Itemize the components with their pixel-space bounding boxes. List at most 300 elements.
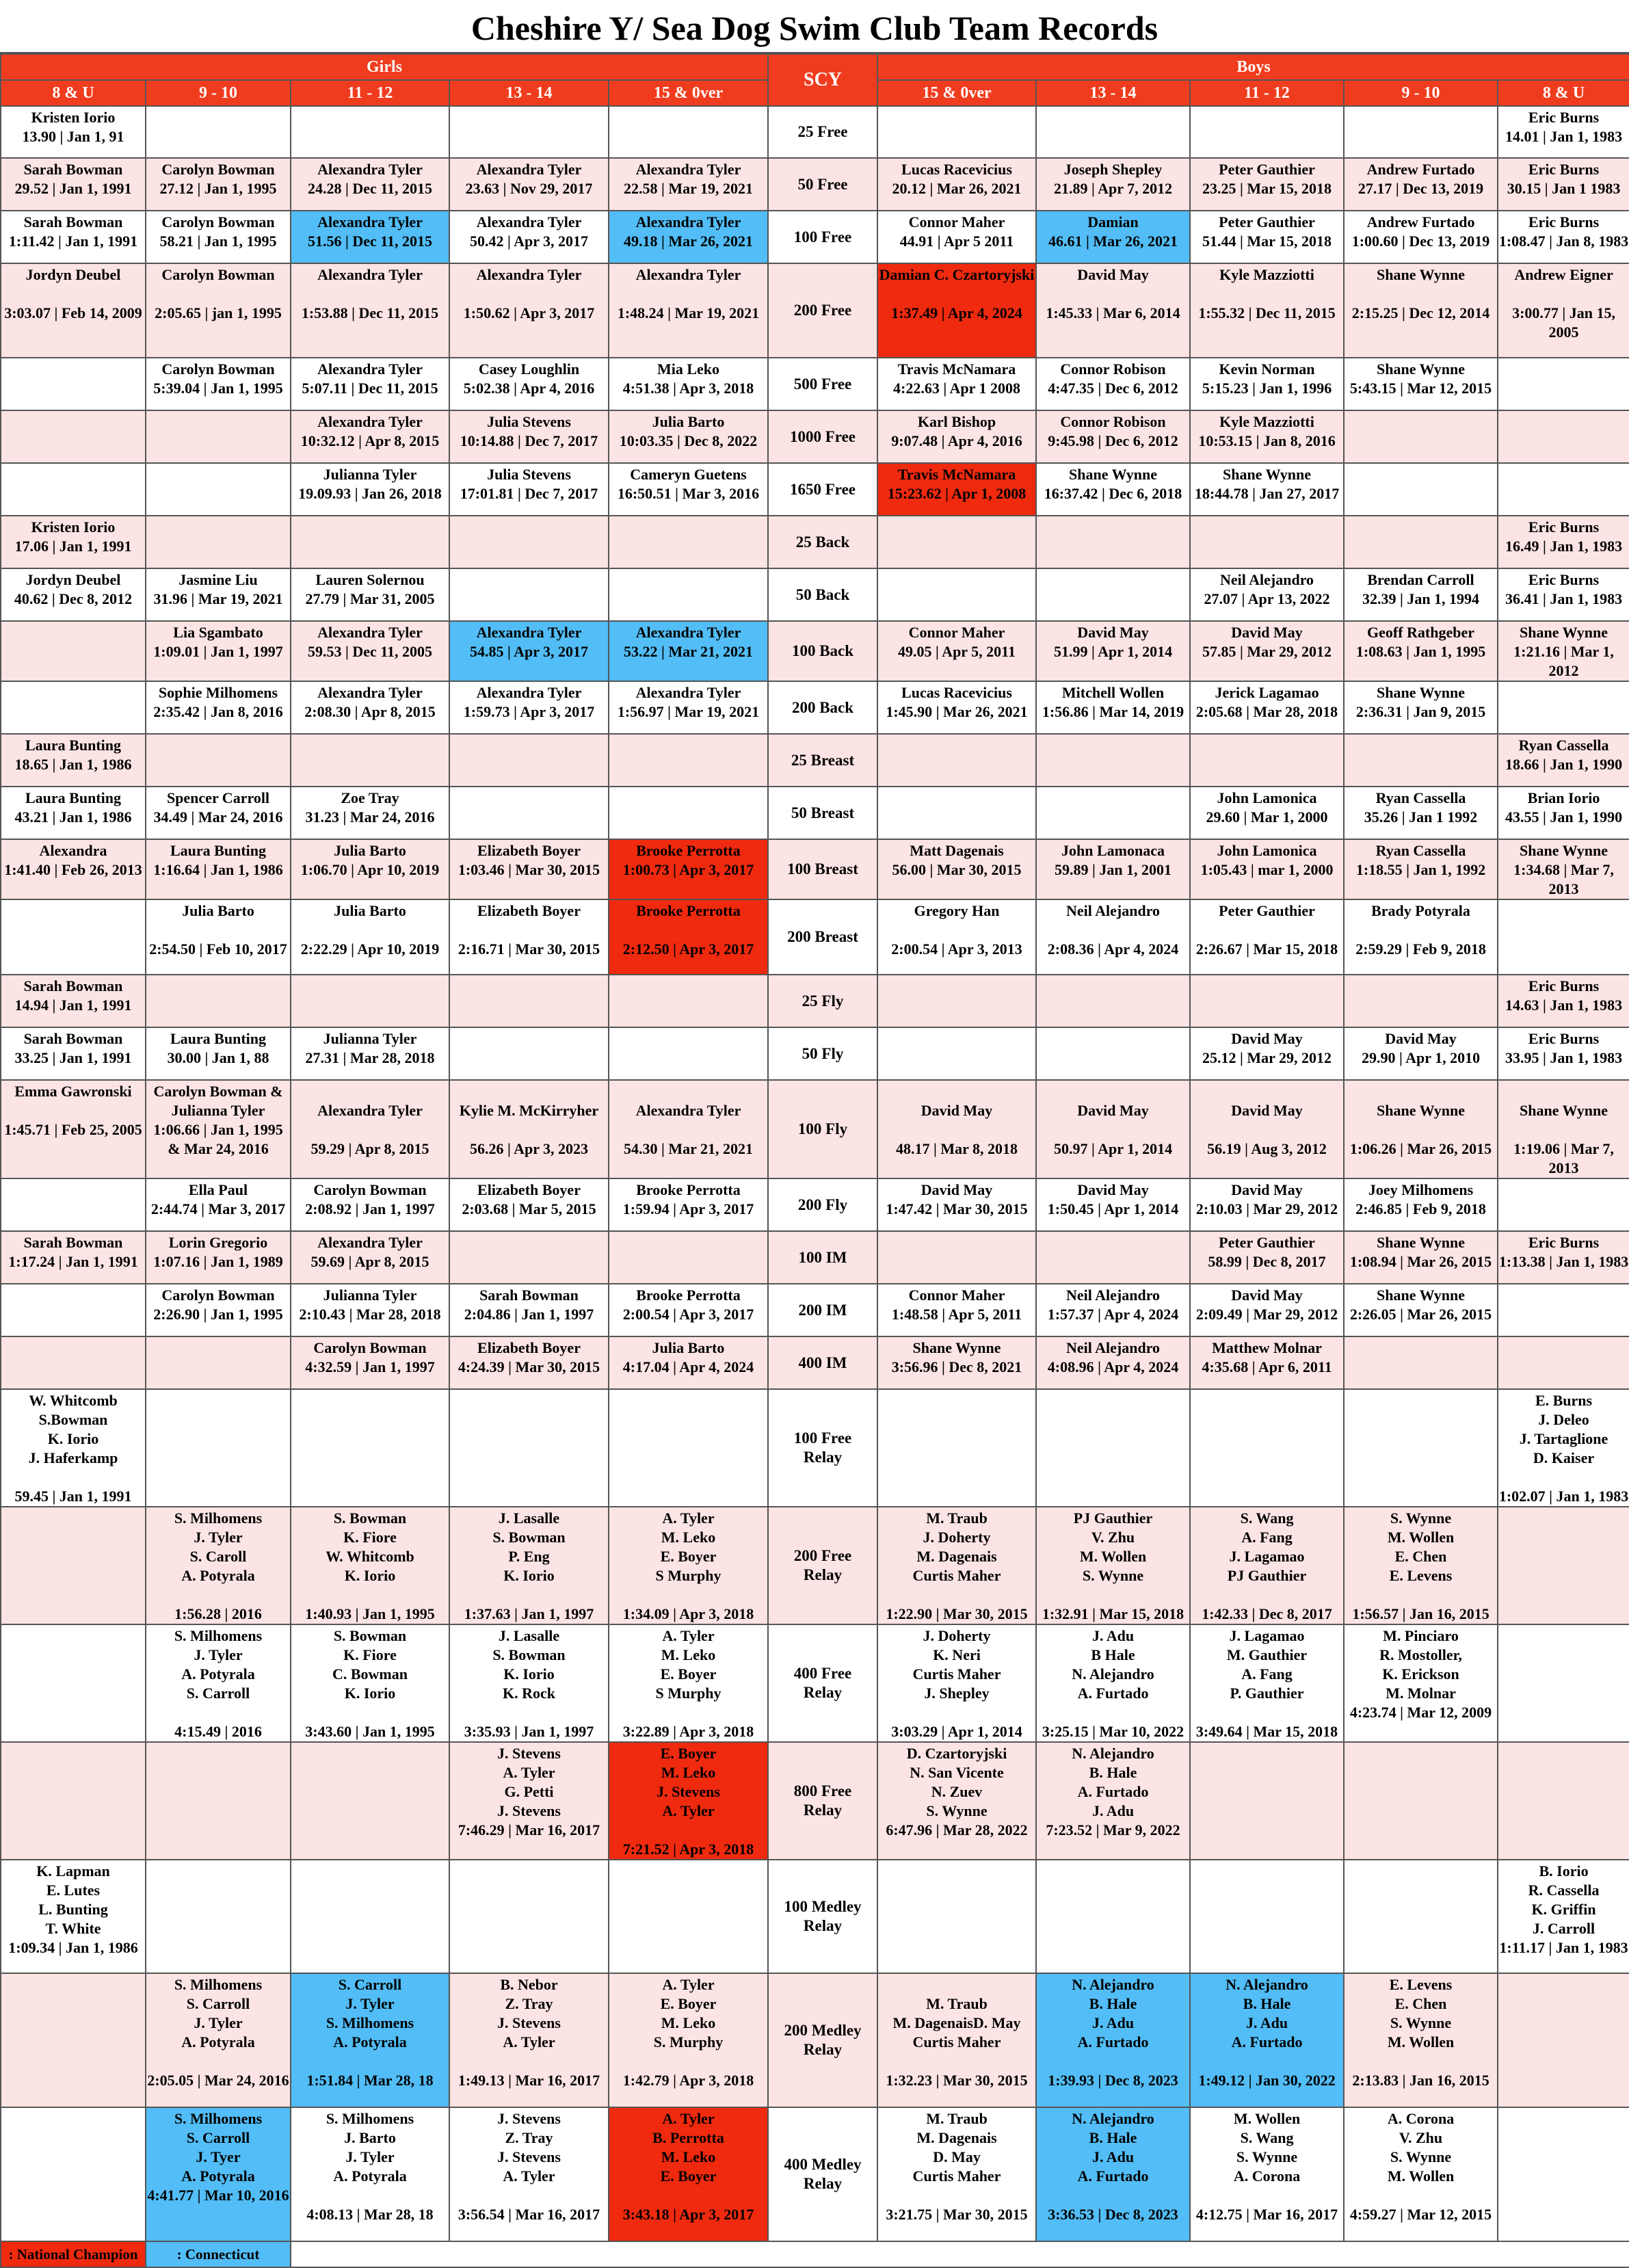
boys-record-cell: Peter Gauthier 2:26.67 | Mar 15, 2018 — [1190, 899, 1344, 975]
record-row — [1, 975, 1629, 1027]
boys-record-cell: Neil Alejandro 2:08.36 | Apr 4, 2024 — [1036, 899, 1190, 975]
boys-age-header: 8 & U — [1498, 80, 1629, 106]
girls-record-cell: Alexandra Tyler 24.28 | Dec 11, 2015 — [291, 158, 449, 211]
boys-record-cell: Ryan Cassella 18.66 | Jan 1, 1990 — [1498, 734, 1629, 787]
girls-record-cell: Julia Stevens 17:01.81 | Dec 7, 2017 — [449, 463, 609, 516]
boys-record-cell: Connor Maher 49.05 | Apr 5, 2011 — [877, 621, 1036, 681]
event-name: 800 Free Relay — [768, 1742, 877, 1860]
girls-record-cell — [291, 1742, 449, 1860]
event-name: 25 Back — [768, 516, 877, 568]
boys-record-cell: David May 57.85 | Mar 29, 2012 — [1190, 621, 1344, 681]
girls-record-cell: Alexandra 1:41.40 | Feb 26, 2013 — [1, 839, 146, 899]
boys-record-cell: M. Wollen S. Wang S. Wynne A. Corona 4:12.75 | Mar 16, 2017 — [1190, 2107, 1344, 2241]
boys-record-cell: David May 56.19 | Aug 3, 2012 — [1190, 1080, 1344, 1178]
girls-record-cell — [1, 1178, 146, 1231]
girls-record-cell: Julianna Tyler 19.09.93 | Jan 26, 2018 — [291, 463, 449, 516]
girls-record-cell: Carolyn Bowman 58.21 | Jan 1, 1995 — [146, 211, 291, 263]
girls-record-cell: Alexandra Tyler 1:50.62 | Apr 3, 2017 — [449, 263, 609, 358]
record-row — [1, 899, 1629, 975]
boys-record-cell: David May 1:50.45 | Apr 1, 2014 — [1036, 1178, 1190, 1231]
boys-record-cell: David May 1:47.42 | Mar 30, 2015 — [877, 1178, 1036, 1231]
boys-record-cell — [1344, 1860, 1498, 1973]
girls-record-cell: Elizabeth Boyer 1:03.46 | Mar 30, 2015 — [449, 839, 609, 899]
boys-age-header: 11 - 12 — [1190, 80, 1344, 106]
girls-record-cell: S. Milhomens S. Carroll J. Tyer A. Potyrala 4:41.77 | Mar 10, 2016 — [146, 2107, 291, 2241]
boys-record-cell — [877, 787, 1036, 839]
boys-record-cell: David May 29.90 | Apr 1, 2010 — [1344, 1027, 1498, 1080]
boys-record-cell: Shane Wynne 18:44.78 | Jan 27, 2017 — [1190, 463, 1344, 516]
girls-record-cell: Carolyn Bowman 5:39.04 | Jan 1, 1995 — [146, 358, 291, 410]
girls-header: Girls — [1, 54, 768, 80]
girls-record-cell: Julia Barto 2:54.50 | Feb 10, 2017 — [146, 899, 291, 975]
event-name: 25 Breast — [768, 734, 877, 787]
girls-record-cell: K. Lapman E. Lutes L. Bunting T. White 1:09.34 | Jan 1, 1986 — [1, 1860, 146, 1973]
boys-record-cell — [1498, 1973, 1629, 2107]
boys-record-cell — [1190, 1389, 1344, 1507]
girls-record-cell: Lauren Solernou 27.79 | Mar 31, 2005 — [291, 568, 449, 621]
girls-record-cell: Julia Stevens 10:14.88 | Dec 7, 2017 — [449, 410, 609, 463]
girls-record-cell: Alexandra Tyler 5:07.11 | Dec 11, 2015 — [291, 358, 449, 410]
girls-record-cell: Brooke Perrotta 2:12.50 | Apr 3, 2017 — [609, 899, 768, 975]
girls-record-cell: A. Tyler B. Perrotta M. Leko E. Boyer 3:43.18 | Apr 3, 2017 — [609, 2107, 768, 2241]
girls-record-cell: Kylie M. McKirryher 56.26 | Apr 3, 2023 — [449, 1080, 609, 1178]
girls-record-cell — [291, 106, 449, 158]
girls-record-cell — [1, 681, 146, 734]
boys-record-cell: Eric Burns 1:08.47 | Jan 8, 1983 — [1498, 211, 1629, 263]
record-row — [1, 2107, 1629, 2241]
girls-record-cell: Carolyn Bowman 2:26.90 | Jan 1, 1995 — [146, 1284, 291, 1336]
boys-record-cell — [1190, 734, 1344, 787]
girls-record-cell: Mia Leko 4:51.38 | Apr 3, 2018 — [609, 358, 768, 410]
page-title: Cheshire Y/ Sea Dog Swim Club Team Records — [0, 0, 1629, 53]
girls-record-cell: B. Nebor Z. Tray J. Stevens A. Tyler 1:49.13 | Mar 16, 2017 — [449, 1973, 609, 2107]
girls-record-cell: Brooke Perrotta 1:59.94 | Apr 3, 2017 — [609, 1178, 768, 1231]
boys-record-cell: David May 2:10.03 | Mar 29, 2012 — [1190, 1178, 1344, 1231]
event-name: 500 Free — [768, 358, 877, 410]
boys-record-cell: Gregory Han 2:00.54 | Apr 3, 2013 — [877, 899, 1036, 975]
boys-record-cell: David May 25.12 | Mar 29, 2012 — [1190, 1027, 1344, 1080]
record-row — [1, 1973, 1629, 2107]
legend-spacer — [291, 2241, 1629, 2267]
event-name: 25 Free — [768, 106, 877, 158]
boys-record-cell: Eric Burns 14.63 | Jan 1, 1983 — [1498, 975, 1629, 1027]
boys-record-cell — [1498, 410, 1629, 463]
boys-record-cell — [1036, 568, 1190, 621]
girls-record-cell — [146, 1336, 291, 1389]
boys-record-cell: Connor Robison 9:45.98 | Dec 6, 2012 — [1036, 410, 1190, 463]
girls-record-cell: Elizabeth Boyer 2:16.71 | Mar 30, 2015 — [449, 899, 609, 975]
girls-record-cell: Sarah Bowman 1:17.24 | Jan 1, 1991 — [1, 1231, 146, 1284]
boys-record-cell: David May 2:09.49 | Mar 29, 2012 — [1190, 1284, 1344, 1336]
girls-age-header: 15 & 0ver — [609, 80, 768, 106]
boys-record-cell — [1190, 516, 1344, 568]
boys-record-cell: Travis McNamara 15:23.62 | Apr 1, 2008 — [877, 463, 1036, 516]
girls-record-cell: Sarah Bowman 33.25 | Jan 1, 1991 — [1, 1027, 146, 1080]
boys-record-cell — [1498, 1624, 1629, 1742]
record-row — [1, 1624, 1629, 1742]
event-name: 100 Free — [768, 211, 877, 263]
girls-record-cell: Alexandra Tyler 59.29 | Apr 8, 2015 — [291, 1080, 449, 1178]
boys-record-cell: David May 48.17 | Mar 8, 2018 — [877, 1080, 1036, 1178]
girls-record-cell — [449, 975, 609, 1027]
boys-record-cell: E. Burns J. Deleo J. Tartaglione D. Kaiser 1:02.07 | Jan 1, 1983 — [1498, 1389, 1629, 1507]
girls-record-cell — [449, 568, 609, 621]
boys-record-cell: Shane Wynne 1:06.26 | Mar 26, 2015 — [1344, 1080, 1498, 1178]
girls-record-cell: W. Whitcomb S.Bowman K. Iorio J. Haferkamp 59.45 | Jan 1, 1991 — [1, 1389, 146, 1507]
girls-record-cell — [1, 463, 146, 516]
girls-record-cell: S. Bowman K. Fiore C. Bowman K. Iorio 3:43.60 | Jan 1, 1995 — [291, 1624, 449, 1742]
girls-record-cell — [449, 1389, 609, 1507]
event-name: 200 Back — [768, 681, 877, 734]
girls-record-cell: Laura Bunting 18.65 | Jan 1, 1986 — [1, 734, 146, 787]
boys-record-cell: Ryan Cassella 1:18.55 | Jan 1, 1992 — [1344, 839, 1498, 899]
girls-record-cell: Julianna Tyler 2:10.43 | Mar 28, 2018 — [291, 1284, 449, 1336]
girls-record-cell: S. Milhomens J. Tyler S. Caroll A. Potyrala 1:56.28 | 2016 — [146, 1507, 291, 1624]
girls-record-cell — [609, 568, 768, 621]
boys-record-cell: Eric Burns 1:13.38 | Jan 1, 1983 — [1498, 1231, 1629, 1284]
girls-record-cell: Alexandra Tyler 2:08.30 | Apr 8, 2015 — [291, 681, 449, 734]
boys-record-cell: Neil Alejandro 1:57.37 | Apr 4, 2024 — [1036, 1284, 1190, 1336]
boys-record-cell — [877, 568, 1036, 621]
girls-record-cell: Alexandra Tyler 54.85 | Apr 3, 2017 — [449, 621, 609, 681]
girls-record-cell — [146, 106, 291, 158]
boys-record-cell: Jerick Lagamao 2:05.68 | Mar 28, 2018 — [1190, 681, 1344, 734]
girls-record-cell — [1, 2107, 146, 2241]
course-header: SCY — [768, 54, 877, 106]
girls-record-cell: S. Milhomens J. Tyler A. Potyrala S. Carroll 4:15.49 | 2016 — [146, 1624, 291, 1742]
girls-age-header: 11 - 12 — [291, 80, 449, 106]
boys-record-cell — [1498, 1507, 1629, 1624]
girls-record-cell: E. Boyer M. Leko J. Stevens A. Tyler 7:21.52 | Apr 3, 2018 — [609, 1742, 768, 1860]
record-row — [1, 211, 1629, 263]
boys-record-cell — [1036, 1860, 1190, 1973]
legend-national-champion: : National Champion — [1, 2241, 146, 2267]
girls-record-cell — [1, 1336, 146, 1389]
boys-record-cell — [1344, 463, 1498, 516]
boys-record-cell — [1344, 106, 1498, 158]
girls-record-cell — [609, 1389, 768, 1507]
girls-record-cell: Carolyn Bowman 27.12 | Jan 1, 1995 — [146, 158, 291, 211]
boys-record-cell: David May 1:45.33 | Mar 6, 2014 — [1036, 263, 1190, 358]
girls-record-cell: Julia Barto 4:17.04 | Apr 4, 2024 — [609, 1336, 768, 1389]
girls-record-cell — [1, 899, 146, 975]
boys-record-cell: David May 50.97 | Apr 1, 2014 — [1036, 1080, 1190, 1178]
boys-record-cell — [877, 1389, 1036, 1507]
girls-record-cell — [609, 734, 768, 787]
boys-record-cell: Connor Maher 44.91 | Apr 5 2011 — [877, 211, 1036, 263]
event-name: 200 Medley Relay — [768, 1973, 877, 2107]
girls-record-cell: Sarah Bowman 29.52 | Jan 1, 1991 — [1, 158, 146, 211]
girls-record-cell — [291, 975, 449, 1027]
boys-record-cell — [1498, 1284, 1629, 1336]
girls-record-cell: Laura Bunting 1:16.64 | Jan 1, 1986 — [146, 839, 291, 899]
girls-record-cell: Kristen Iorio 13.90 | Jan 1, 91 — [1, 106, 146, 158]
boys-record-cell — [1190, 106, 1344, 158]
boys-record-cell: Damian C. Czartoryjski 1:37.49 | Apr 4, 2024 — [877, 263, 1036, 358]
record-row — [1, 1027, 1629, 1080]
boys-record-cell: Andrew Furtado 1:00.60 | Dec 13, 2019 — [1344, 211, 1498, 263]
boys-record-cell: Shane Wynne 2:15.25 | Dec 12, 2014 — [1344, 263, 1498, 358]
boys-record-cell: Neil Alejandro 4:08.96 | Apr 4, 2024 — [1036, 1336, 1190, 1389]
boys-record-cell: M. Traub M. DagenaisD. May Curtis Maher 1:32.23 | Mar 30, 2015 — [877, 1973, 1036, 2107]
boys-record-cell — [877, 734, 1036, 787]
girls-record-cell: Alexandra Tyler 1:56.97 | Mar 19, 2021 — [609, 681, 768, 734]
girls-record-cell: Carolyn Bowman 2:08.92 | Jan 1, 1997 — [291, 1178, 449, 1231]
girls-record-cell — [449, 1860, 609, 1973]
girls-record-cell: J. Stevens Z. Tray J. Stevens A. Tyler 3:56.54 | Mar 16, 2017 — [449, 2107, 609, 2241]
boys-record-cell — [1036, 516, 1190, 568]
boys-record-cell — [1190, 1742, 1344, 1860]
girls-record-cell: Elizabeth Boyer 2:03.68 | Mar 5, 2015 — [449, 1178, 609, 1231]
boys-record-cell: Neil Alejandro 27.07 | Apr 13, 2022 — [1190, 568, 1344, 621]
girls-record-cell — [609, 1860, 768, 1973]
boys-record-cell — [877, 1027, 1036, 1080]
boys-record-cell — [1498, 1178, 1629, 1231]
girls-record-cell: Alexandra Tyler 23.63 | Nov 29, 2017 — [449, 158, 609, 211]
boys-record-cell — [1036, 1231, 1190, 1284]
boys-record-cell: Brady Potyrala 2:59.29 | Feb 9, 2018 — [1344, 899, 1498, 975]
boys-record-cell — [877, 516, 1036, 568]
boys-record-cell — [1036, 734, 1190, 787]
girls-record-cell: Jordyn Deubel 3:03.07 | Feb 14, 2009 — [1, 263, 146, 358]
event-name: 200 IM — [768, 1284, 877, 1336]
record-row — [1, 1231, 1629, 1284]
boys-record-cell: Kyle Mazziotti 10:53.15 | Jan 8, 2016 — [1190, 410, 1344, 463]
boys-record-cell: J. Adu B Hale N. Alejandro A. Furtado 3:25.15 | Mar 10, 2022 — [1036, 1624, 1190, 1742]
girls-record-cell: Ella Paul 2:44.74 | Mar 3, 2017 — [146, 1178, 291, 1231]
boys-record-cell — [1344, 975, 1498, 1027]
legend-connecticut-champion: : Connecticut — [146, 2241, 291, 2267]
girls-record-cell: Alexandra Tyler 59.53 | Dec 11, 2005 — [291, 621, 449, 681]
record-row — [1, 1284, 1629, 1336]
event-name: 50 Breast — [768, 787, 877, 839]
girls-record-cell — [449, 734, 609, 787]
girls-record-cell — [1, 1742, 146, 1860]
event-name: 100 IM — [768, 1231, 877, 1284]
girls-record-cell: Laura Bunting 30.00 | Jan 1, 88 — [146, 1027, 291, 1080]
event-name: 200 Free — [768, 263, 877, 358]
boys-record-cell: David May 51.99 | Apr 1, 2014 — [1036, 621, 1190, 681]
girls-record-cell: Alexandra Tyler 59.69 | Apr 8, 2015 — [291, 1231, 449, 1284]
girls-record-cell: Julia Barto 2:22.29 | Apr 10, 2019 — [291, 899, 449, 975]
girls-record-cell — [146, 1742, 291, 1860]
legend-row — [1, 2241, 1629, 2267]
girls-record-cell — [609, 787, 768, 839]
boys-age-header: 13 - 14 — [1036, 80, 1190, 106]
girls-record-cell: Sarah Bowman 14.94 | Jan 1, 1991 — [1, 975, 146, 1027]
girls-record-cell — [146, 1860, 291, 1973]
record-row — [1, 1507, 1629, 1624]
boys-record-cell: Shane Wynne 16:37.42 | Dec 6, 2018 — [1036, 463, 1190, 516]
girls-record-cell: S. Bowman K. Fiore W. Whitcomb K. Iorio 1:40.93 | Jan 1, 1995 — [291, 1507, 449, 1624]
boys-record-cell: N. Alejandro B. Hale J. Adu A. Furtado 1:39.93 | Dec 8, 2023 — [1036, 1973, 1190, 2107]
boys-age-header: 15 & 0ver — [877, 80, 1036, 106]
boys-record-cell — [1190, 975, 1344, 1027]
record-row — [1, 410, 1629, 463]
girls-age-header: 8 & U — [1, 80, 146, 106]
event-name: 400 IM — [768, 1336, 877, 1389]
girls-record-cell: Julia Barto 10:03.35 | Dec 8, 2022 — [609, 410, 768, 463]
girls-record-cell — [291, 1860, 449, 1973]
boys-record-cell: Shane Wynne 2:36.31 | Jan 9, 2015 — [1344, 681, 1498, 734]
event-name: 1650 Free — [768, 463, 877, 516]
girls-record-cell: Alexandra Tyler 1:59.73 | Apr 3, 2017 — [449, 681, 609, 734]
boys-record-cell: M. Pinciaro R. Mostoller, K. Erickson M. Molnar 4:23.74 | Mar 12, 2009 — [1344, 1624, 1498, 1742]
event-name: 25 Fly — [768, 975, 877, 1027]
boys-record-cell: S. Wang A. Fang J. Lagamao PJ Gauthier 1:42.33 | Dec 8, 2017 — [1190, 1507, 1344, 1624]
girls-record-cell — [449, 787, 609, 839]
girls-record-cell — [609, 975, 768, 1027]
girls-age-header: 13 - 14 — [449, 80, 609, 106]
record-row — [1, 568, 1629, 621]
girls-record-cell — [146, 410, 291, 463]
boys-record-cell: Eric Burns 30.15 | Jan 1 1983 — [1498, 158, 1629, 211]
girls-record-cell — [146, 975, 291, 1027]
girls-record-cell: Carolyn Bowman 2:05.65 | jan 1, 1995 — [146, 263, 291, 358]
boys-record-cell: Kyle Mazziotti 1:55.32 | Dec 11, 2015 — [1190, 263, 1344, 358]
girls-record-cell: Julianna Tyler 27.31 | Mar 28, 2018 — [291, 1027, 449, 1080]
event-name: 50 Free — [768, 158, 877, 211]
record-row — [1, 1389, 1629, 1507]
event-name: 100 Medley Relay — [768, 1860, 877, 1973]
boys-record-cell — [1498, 1742, 1629, 1860]
event-name: 400 Free Relay — [768, 1624, 877, 1742]
girls-record-cell: Alexandra Tyler 1:48.24 | Mar 19, 2021 — [609, 263, 768, 358]
event-name: 100 Back — [768, 621, 877, 681]
boys-record-cell: Shane Wynne 3:56.96 | Dec 8, 2021 — [877, 1336, 1036, 1389]
boys-record-cell — [1498, 358, 1629, 410]
girls-record-cell: Emma Gawronski 1:45.71 | Feb 25, 2005 — [1, 1080, 146, 1178]
boys-record-cell: M. Traub M. Dagenais D. May Curtis Maher 3:21.75 | Mar 30, 2015 — [877, 2107, 1036, 2241]
record-row — [1, 621, 1629, 681]
record-row — [1, 1178, 1629, 1231]
boys-record-cell: Shane Wynne 1:19.06 | Mar 7, 2013 — [1498, 1080, 1629, 1178]
event-name: 100 Breast — [768, 839, 877, 899]
girls-record-cell: Laura Bunting 43.21 | Jan 1, 1986 — [1, 787, 146, 839]
boys-record-cell: Peter Gauthier 58.99 | Dec 8, 2017 — [1190, 1231, 1344, 1284]
girls-record-cell — [609, 106, 768, 158]
girls-record-cell: A. Tyler M. Leko E. Boyer S Murphy 1:34.09 | Apr 3, 2018 — [609, 1507, 768, 1624]
girls-record-cell: Spencer Carroll 34.49 | Mar 24, 2016 — [146, 787, 291, 839]
girls-record-cell: Lorin Gregorio 1:07.16 | Jan 1, 1989 — [146, 1231, 291, 1284]
boys-record-cell: Lucas Racevicius 1:45.90 | Mar 26, 2021 — [877, 681, 1036, 734]
boys-record-cell: John Lamonaca 59.89 | Jan 1, 2001 — [1036, 839, 1190, 899]
girls-record-cell — [609, 516, 768, 568]
girls-record-cell: Alexandra Tyler 22.58 | Mar 19, 2021 — [609, 158, 768, 211]
boys-record-cell: Connor Robison 4:47.35 | Dec 6, 2012 — [1036, 358, 1190, 410]
girls-record-cell — [1, 358, 146, 410]
girls-record-cell: Cameryn Guetens 16:50.51 | Mar 3, 2016 — [609, 463, 768, 516]
boys-record-cell — [1498, 2107, 1629, 2241]
girls-record-cell: J. Lasalle S. Bowman K. Iorio K. Rock 3:35.93 | Jan 1, 1997 — [449, 1624, 609, 1742]
girls-record-cell: Alexandra Tyler 50.42 | Apr 3, 2017 — [449, 211, 609, 263]
boys-record-cell — [1498, 463, 1629, 516]
boys-record-cell: Travis McNamara 4:22.63 | Apr 1 2008 — [877, 358, 1036, 410]
girls-record-cell: Julia Barto 1:06.70 | Apr 10, 2019 — [291, 839, 449, 899]
boys-record-cell — [877, 1231, 1036, 1284]
boys-record-cell: A. Corona V. Zhu S. Wynne M. Wollen 4:59.27 | Mar 12, 2015 — [1344, 2107, 1498, 2241]
boys-record-cell: Lucas Racevicius 20.12 | Mar 26, 2021 — [877, 158, 1036, 211]
boys-record-cell: Matthew Molnar 4:35.68 | Apr 6, 2011 — [1190, 1336, 1344, 1389]
girls-record-cell: S. Milhomens S. Carroll J. Tyler A. Potyrala 2:05.05 | Mar 24, 2016 — [146, 1973, 291, 2107]
boys-record-cell: Eric Burns 14.01 | Jan 1, 1983 — [1498, 106, 1629, 158]
event-name: 100 Free Relay — [768, 1389, 877, 1507]
boys-record-cell — [1498, 1336, 1629, 1389]
boys-record-cell — [1190, 1860, 1344, 1973]
boys-record-cell: Shane Wynne 5:43.15 | Mar 12, 2015 — [1344, 358, 1498, 410]
girls-record-cell: Jordyn Deubel 40.62 | Dec 8, 2012 — [1, 568, 146, 621]
girls-record-cell — [146, 516, 291, 568]
record-row — [1, 1742, 1629, 1860]
records-table — [0, 53, 1629, 2268]
boys-record-cell: Peter Gauthier 23.25 | Mar 15, 2018 — [1190, 158, 1344, 211]
girls-record-cell: A. Tyler M. Leko E. Boyer S Murphy 3:22.89 | Apr 3, 2018 — [609, 1624, 768, 1742]
girls-record-cell: Alexandra Tyler 54.30 | Mar 21, 2021 — [609, 1080, 768, 1178]
girls-age-header: 9 - 10 — [146, 80, 291, 106]
girls-record-cell: Elizabeth Boyer 4:24.39 | Mar 30, 2015 — [449, 1336, 609, 1389]
girls-record-cell: Carolyn Bowman & Julianna Tyler 1:06.66 | Jan 1, 1995 & Mar 24, 2016 — [146, 1080, 291, 1178]
girls-record-cell: Lia Sgambato 1:09.01 | Jan 1, 1997 — [146, 621, 291, 681]
event-name: 1000 Free — [768, 410, 877, 463]
girls-record-cell: Sarah Bowman 2:04.86 | Jan 1, 1997 — [449, 1284, 609, 1336]
boys-record-cell — [1036, 1389, 1190, 1507]
boys-record-cell — [1036, 787, 1190, 839]
boys-record-cell: Peter Gauthier 51.44 | Mar 15, 2018 — [1190, 211, 1344, 263]
boys-record-cell — [1036, 1027, 1190, 1080]
boys-record-cell — [1344, 516, 1498, 568]
record-row — [1, 1860, 1629, 1973]
boys-record-cell — [1036, 106, 1190, 158]
boys-record-cell: Brian Iorio 43.55 | Jan 1, 1990 — [1498, 787, 1629, 839]
record-row — [1, 681, 1629, 734]
boys-record-cell: Eric Burns 16.49 | Jan 1, 1983 — [1498, 516, 1629, 568]
record-row — [1, 358, 1629, 410]
girls-record-cell: Jasmine Liu 31.96 | Mar 19, 2021 — [146, 568, 291, 621]
boys-record-cell: Matt Dagenais 56.00 | Mar 30, 2015 — [877, 839, 1036, 899]
boys-record-cell: John Lamonica 1:05.43 | mar 1, 2000 — [1190, 839, 1344, 899]
girls-record-cell — [1, 621, 146, 681]
boys-header: Boys — [877, 54, 1629, 80]
girls-record-cell — [449, 1231, 609, 1284]
record-row — [1, 734, 1629, 787]
boys-record-cell: Damian 46.61 | Mar 26, 2021 — [1036, 211, 1190, 263]
boys-record-cell: N. Alejandro B. Hale A. Furtado J. Adu 7:23.52 | Mar 9, 2022 — [1036, 1742, 1190, 1860]
boys-record-cell: Kevin Norman 5:15.23 | Jan 1, 1996 — [1190, 358, 1344, 410]
girls-record-cell — [449, 516, 609, 568]
boys-record-cell: N. Alejandro B. Hale J. Adu A. Furtado 3:36.53 | Dec 8, 2023 — [1036, 2107, 1190, 2241]
boys-record-cell: Eric Burns 36.41 | Jan 1, 1983 — [1498, 568, 1629, 621]
girls-record-cell — [1, 1624, 146, 1742]
boys-age-header: 9 - 10 — [1344, 80, 1498, 106]
boys-record-cell: S. Wynne M. Wollen E. Chen E. Levens 1:56.57 | Jan 16, 2015 — [1344, 1507, 1498, 1624]
record-row — [1, 158, 1629, 211]
event-name: 200 Fly — [768, 1178, 877, 1231]
boys-record-cell — [877, 106, 1036, 158]
boys-record-cell: Brendan Carroll 32.39 | Jan 1, 1994 — [1344, 568, 1498, 621]
boys-record-cell: Andrew Eigner 3:00.77 | Jan 15, 2005 — [1498, 263, 1629, 358]
girls-record-cell — [291, 1389, 449, 1507]
girls-record-cell: J. Stevens A. Tyler G. Petti J. Stevens 7:46.29 | Mar 16, 2017 — [449, 1742, 609, 1860]
girls-record-cell: Kristen Iorio 17.06 | Jan 1, 1991 — [1, 516, 146, 568]
boys-record-cell: J. Lagamao M. Gauthier A. Fang P. Gauthier 3:49.64 | Mar 15, 2018 — [1190, 1624, 1344, 1742]
girls-record-cell — [146, 734, 291, 787]
girls-record-cell — [449, 1027, 609, 1080]
boys-record-cell: Shane Wynne 1:34.68 | Mar 7, 2013 — [1498, 839, 1629, 899]
girls-record-cell: J. Lasalle S. Bowman P. Eng K. Iorio 1:37.63 | Jan 1, 1997 — [449, 1507, 609, 1624]
boys-record-cell — [1498, 899, 1629, 975]
record-row — [1, 263, 1629, 358]
girls-record-cell — [1, 410, 146, 463]
